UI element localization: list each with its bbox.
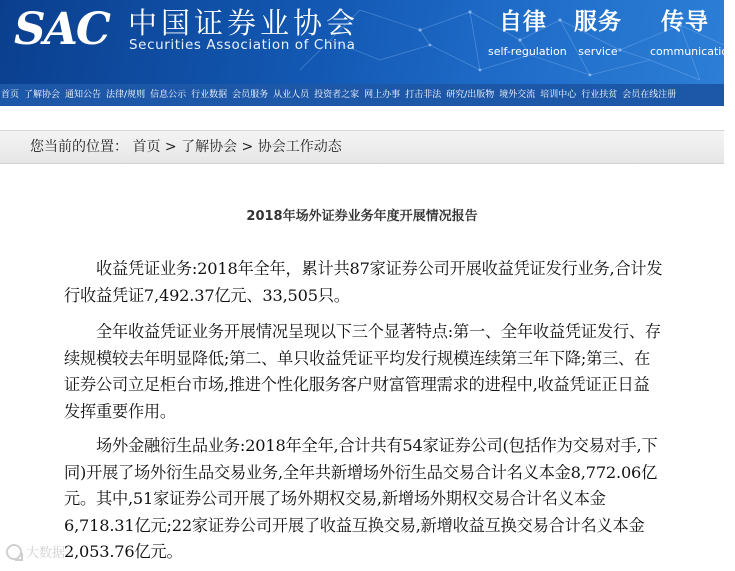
motto-cn: 自律	[499, 9, 547, 35]
nav-item-practitioners[interactable]: 从业人员	[273, 90, 310, 100]
nav-item-member-services[interactable]: 会员服务	[232, 90, 269, 100]
nav-item-rules[interactable]: 法律/规则	[106, 90, 146, 100]
motto-service	[563, 8, 633, 58]
nav-item-anti-illegal[interactable]: 打击非法	[405, 90, 442, 100]
nav-item-poverty-relief[interactable]: 行业扶贫	[581, 90, 618, 100]
main-nav	[0, 84, 724, 106]
motto-cn: 传导	[661, 9, 709, 35]
nav-item-industry-data[interactable]: 行业数据	[191, 90, 228, 100]
header-banner	[0, 0, 735, 84]
nav-item-training[interactable]: 培训中心	[540, 90, 577, 100]
motto-self-regulation	[488, 8, 567, 58]
nav-item-home[interactable]: 首页	[1, 90, 20, 100]
breadcrumb[interactable]: 您当前的位置： 首页 > 了解协会 > 协会工作动态	[0, 130, 724, 164]
nav-item-online-services[interactable]: 网上办事	[364, 90, 401, 100]
motto-cn: 服务	[574, 9, 622, 35]
article-paragraph: 收益凭证业务:2018年全年，累计共87家证券公司开展收益凭证发行业务,合计发行收益凭证7,492.37亿元、33,505只。	[64, 259, 663, 305]
watermark-logo-icon	[6, 544, 22, 560]
motto-communication	[650, 8, 735, 58]
article-paragraph: 场外金融衍生品业务:2018年全年,合计共有54家证券公司(包括作为交易对手,下同)开展了场外衍生品交易业务,全年共新增场外衍生品交易合计名义本金8,772.06亿元。其中,51家证券公司开展了场外期权交易,新增场外期权交易合计名义本金6,718.31亿元;22家证券公司开展了收益互换交易,新增收益互换交易合计名义本金2,053.76亿元。	[64, 436, 658, 561]
sac-logo[interactable]: SAC	[14, 4, 109, 55]
nav-item-member-registration[interactable]: 会员在线注册	[622, 90, 677, 100]
motto-en: service	[578, 45, 618, 58]
article-paragraph: 全年收益凭证业务开展情况呈现以下三个显著特点:第一、全年收益凭证发行、存续规模较去年明显降低;第二、单只收益凭证平均发行规模连续第三年下降;第三、在证券公司立足柜台市场,推进个性化服务客户财富管理需求的进程中,收益凭证正日益发挥重要作用。	[64, 322, 661, 421]
spacer	[0, 106, 724, 130]
nav-item-investors[interactable]: 投资者之家	[314, 90, 360, 100]
site-title-cn: 中国证券业协会	[128, 6, 360, 40]
article-title: 2018年场外证券业务年度开展情况报告	[246, 209, 478, 224]
watermark	[6, 542, 65, 561]
watermark-text: 大数据	[26, 546, 66, 561]
article-body	[0, 164, 724, 571]
nav-item-about[interactable]: 了解协会	[24, 90, 61, 100]
site-title-en: Securities Association of China	[129, 37, 356, 53]
motto-en: communication	[650, 45, 735, 58]
nav-item-disclosure[interactable]: 信息公示	[150, 90, 187, 100]
nav-item-notices[interactable]: 通知公告	[65, 90, 102, 100]
nav-item-research[interactable]: 研究/出版物	[446, 90, 495, 100]
motto-en: self-regulation	[488, 45, 567, 58]
nav-item-overseas[interactable]: 境外交流	[499, 90, 536, 100]
